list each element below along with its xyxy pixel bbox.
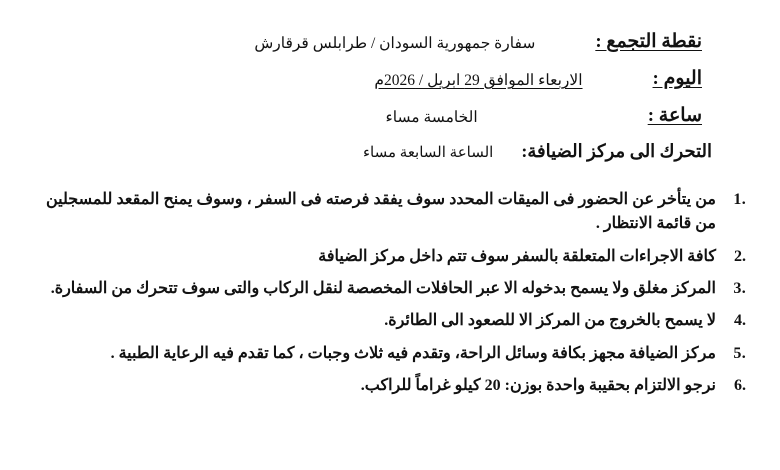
list-item: لا يسمح بالخروج من المركز الا للصعود الى الطائرة. bbox=[384, 312, 716, 330]
header-row-meeting-point bbox=[34, 30, 746, 53]
notes-list bbox=[34, 188, 746, 398]
list-item: نرجو الالتزام بحقيبة واحدة بوزن: 20 كيلو غراماً للراكب. bbox=[360, 376, 716, 394]
header-label-departure: التحرك الى مركز الضيافة: bbox=[521, 141, 712, 161]
list-item: كافة الاجراءات المتعلقة بالسفر سوف تتم داخل مركز الضيافة bbox=[318, 247, 716, 265]
header-row-day bbox=[34, 67, 746, 90]
header-row-time bbox=[34, 104, 746, 127]
header-label-meeting-point: نقطة التجمع : bbox=[595, 31, 702, 52]
header-value-meeting-point: سفارة جمهورية السودان / طرابلس قرقارش bbox=[254, 35, 536, 52]
header-value-time: الخامسة مساء bbox=[385, 109, 478, 126]
header-value-departure: الساعة السابعة مساء bbox=[362, 145, 494, 161]
list-item: من يتأخر عن الحضور فى الميقات المحدد سوف يفقد فرصته فى السفر ، وسوف يمنح المقعد للمسجلين من قائمة الانتظار . bbox=[46, 191, 716, 233]
list-item: المركز مغلق ولا يسمح بدخوله الا عبر الحافلات المخصصة لنقل الركاب والتى سوف تتحرك من السفارة. bbox=[50, 279, 716, 297]
document-header bbox=[34, 30, 746, 162]
header-label-day: اليوم : bbox=[652, 68, 702, 89]
list-item: مركز الضيافة مجهز بكافة وسائل الراحة، وتقدم فيه ثلاث وجبات ، كما تقدم فيه الرعاية الطبية . bbox=[110, 344, 716, 362]
header-value-day: الاربعاء الموافق 29 ابريل / 2026م bbox=[374, 72, 583, 89]
header-row-departure bbox=[34, 141, 746, 162]
header-label-time: ساعة : bbox=[647, 105, 702, 126]
